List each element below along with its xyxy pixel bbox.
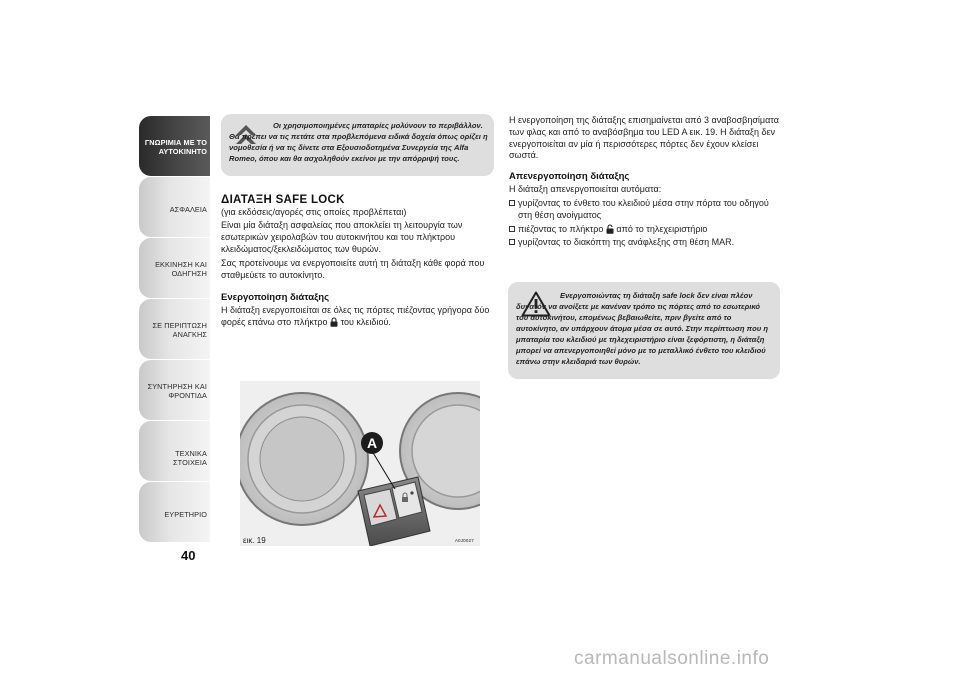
tab-starting-driving[interactable] bbox=[139, 238, 210, 298]
unlock-icon bbox=[606, 224, 614, 234]
tab-maintenance[interactable] bbox=[139, 360, 210, 420]
figure-code: A0J0027 bbox=[454, 538, 474, 543]
section-subtitle: (για εκδόσεις/αγορές στις οποίες προβλέπεται) bbox=[221, 207, 407, 217]
deactivation-intro: Η διάταξη απενεργοποιείται αυτόματα: bbox=[509, 184, 662, 195]
tab-label: ΣΥΝΤΗΡΗΣΗ ΚΑΙ ΦΡΟΝΤΙΔΑ bbox=[147, 382, 207, 400]
deactivation-list bbox=[509, 198, 779, 249]
right-column bbox=[509, 115, 779, 251]
dashboard-illustration bbox=[240, 381, 480, 546]
door-lock-figure bbox=[240, 381, 480, 546]
checkbox-bullet-icon bbox=[509, 226, 515, 232]
tab-emergency[interactable] bbox=[139, 299, 210, 359]
activation-heading: Ενεργοποίηση διάταξης bbox=[221, 291, 330, 303]
tab-index[interactable] bbox=[139, 482, 210, 542]
watermark: carmanualsonline.info bbox=[574, 648, 770, 669]
left-column bbox=[221, 194, 501, 329]
section-title: ΔΙΑΤΑΞΗ SAFE LOCK bbox=[221, 194, 345, 206]
list-item bbox=[509, 237, 779, 249]
list-item-text: πιέζοντας το πλήκτρο bbox=[518, 223, 604, 234]
list-item-text: γυρίζοντας το ένθετο του κλειδιού μέσα στην πόρτα του οδηγού στη θέση ανοίγματος bbox=[518, 197, 769, 220]
warning-note-text: Ενεργοποιώντας τη διάταξη safe lock δεν είναι πλέον δυνατόν να ανοίξετε με κανέναν τρόπο τις πόρτες από το εσωτερικό του αυτοκινήτου, επομένως βεβαιωθείτε, πριν βγείτε από το αυτοκίνητο, αν υπάρχουν άτομα μέσα σε αυτό. Στην περίπτωση που η μπαταρία του κλειδιού με τηλεχειριστήριο είναι ξεφόρτιστη, η διάταξη μπορεί να απενεργοποιηθεί μόνο με το μεταλλικό ένθετο του κλειδιού επάνω στην κλειδαριά των θυρών. bbox=[516, 291, 768, 366]
list-item-text-end: από το τηλεχειριστήριο bbox=[616, 223, 708, 234]
activation-paragraph bbox=[221, 305, 501, 329]
tab-label: ΕΚΚΙΝΗΣΗ ΚΑΙ ΟΔΗΓΗΣΗ bbox=[155, 260, 207, 278]
tab-label: ΤΕΧΝΙΚΑ ΣΤΟΙΧΕΙΑ bbox=[173, 449, 207, 467]
tab-label: ΑΣΦΑΛΕΙΑ bbox=[169, 205, 207, 214]
tab-technical-data[interactable] bbox=[139, 421, 210, 481]
callout-label: A bbox=[366, 435, 378, 451]
tab-label: ΓΝΩΡΙΜΙΑ ΜΕ ΤΟ ΑΥΤΟΚΙΝΗΤΟ bbox=[144, 138, 207, 156]
activation-text: Η διάταξη ενεργοποιείται σε όλες τις πόρτες πιέζοντας γρήγορα δύο φορές επάνω στο πλήκτρο bbox=[221, 304, 490, 327]
tab-label: ΣΕ ΠΕΡΙΠΤΩΣΗ ΑΝΑΓΚΗΣ bbox=[152, 321, 207, 339]
description-paragraph: Είναι μία διάταξη ασφαλείας που αποκλείει τη λειτουργία των εσωτερικών χειρολαβών του αυτοκινήτου και του πλήκτρου κλειδώματος/ξεκλειδώματος των θυρών. bbox=[221, 220, 463, 254]
warning-note bbox=[508, 282, 780, 379]
deactivation-heading: Απενεργοποίηση διάταξης bbox=[509, 171, 630, 183]
recommendation-paragraph: Σας προτείνουμε να ενεργοποιείτε αυτή τη διάταξη κάθε φορά που σταθμεύετε το αυτοκίνητο. bbox=[221, 258, 485, 281]
figure-caption: εικ. 19 bbox=[243, 536, 266, 545]
checkbox-bullet-icon bbox=[509, 200, 515, 206]
environment-note-text: Οι χρησιμοποιημένες μπαταρίες μολύνουν το περιβάλλον. Θα πρέπει να τις πετάτε στα προβλεπόμενα ειδικά δοχεία όπως ορίζει η νομοθεσία ή να τις δίνετε στα Εξουσιοδοτημένα Συνεργεία της Alfa Romeo, όπου και θα ασχοληθούν εκείνοι με την απόρριψή τους. bbox=[229, 121, 488, 163]
tab-getting-to-know-car[interactable] bbox=[139, 116, 210, 176]
page-number: 40 bbox=[181, 548, 196, 563]
tab-safety[interactable] bbox=[139, 177, 210, 237]
list-item-text: γυρίζοντας το διακόπτη της ανάφλεξης στη θέση MAR. bbox=[518, 237, 735, 248]
tab-label: ΕΥΡΕΤΗΡΙΟ bbox=[164, 510, 207, 519]
activation-text-end: του κλειδιού. bbox=[340, 316, 391, 327]
checkbox-bullet-icon bbox=[509, 239, 515, 245]
environment-note bbox=[221, 114, 494, 176]
list-item bbox=[509, 198, 779, 222]
led-paragraph: Η ενεργοποίηση της διάταξης επισημαίνεται από 3 αναβοσβησίματα των φλας και από το αναβόσβημα του LED A εικ. 19. Η διάταξη δεν ενεργοποιείται αν μία ή περισσότερες πόρτες δεν έχουν κλείσει σωστά. bbox=[509, 115, 779, 161]
lock-icon bbox=[330, 317, 338, 327]
list-item bbox=[509, 224, 779, 236]
